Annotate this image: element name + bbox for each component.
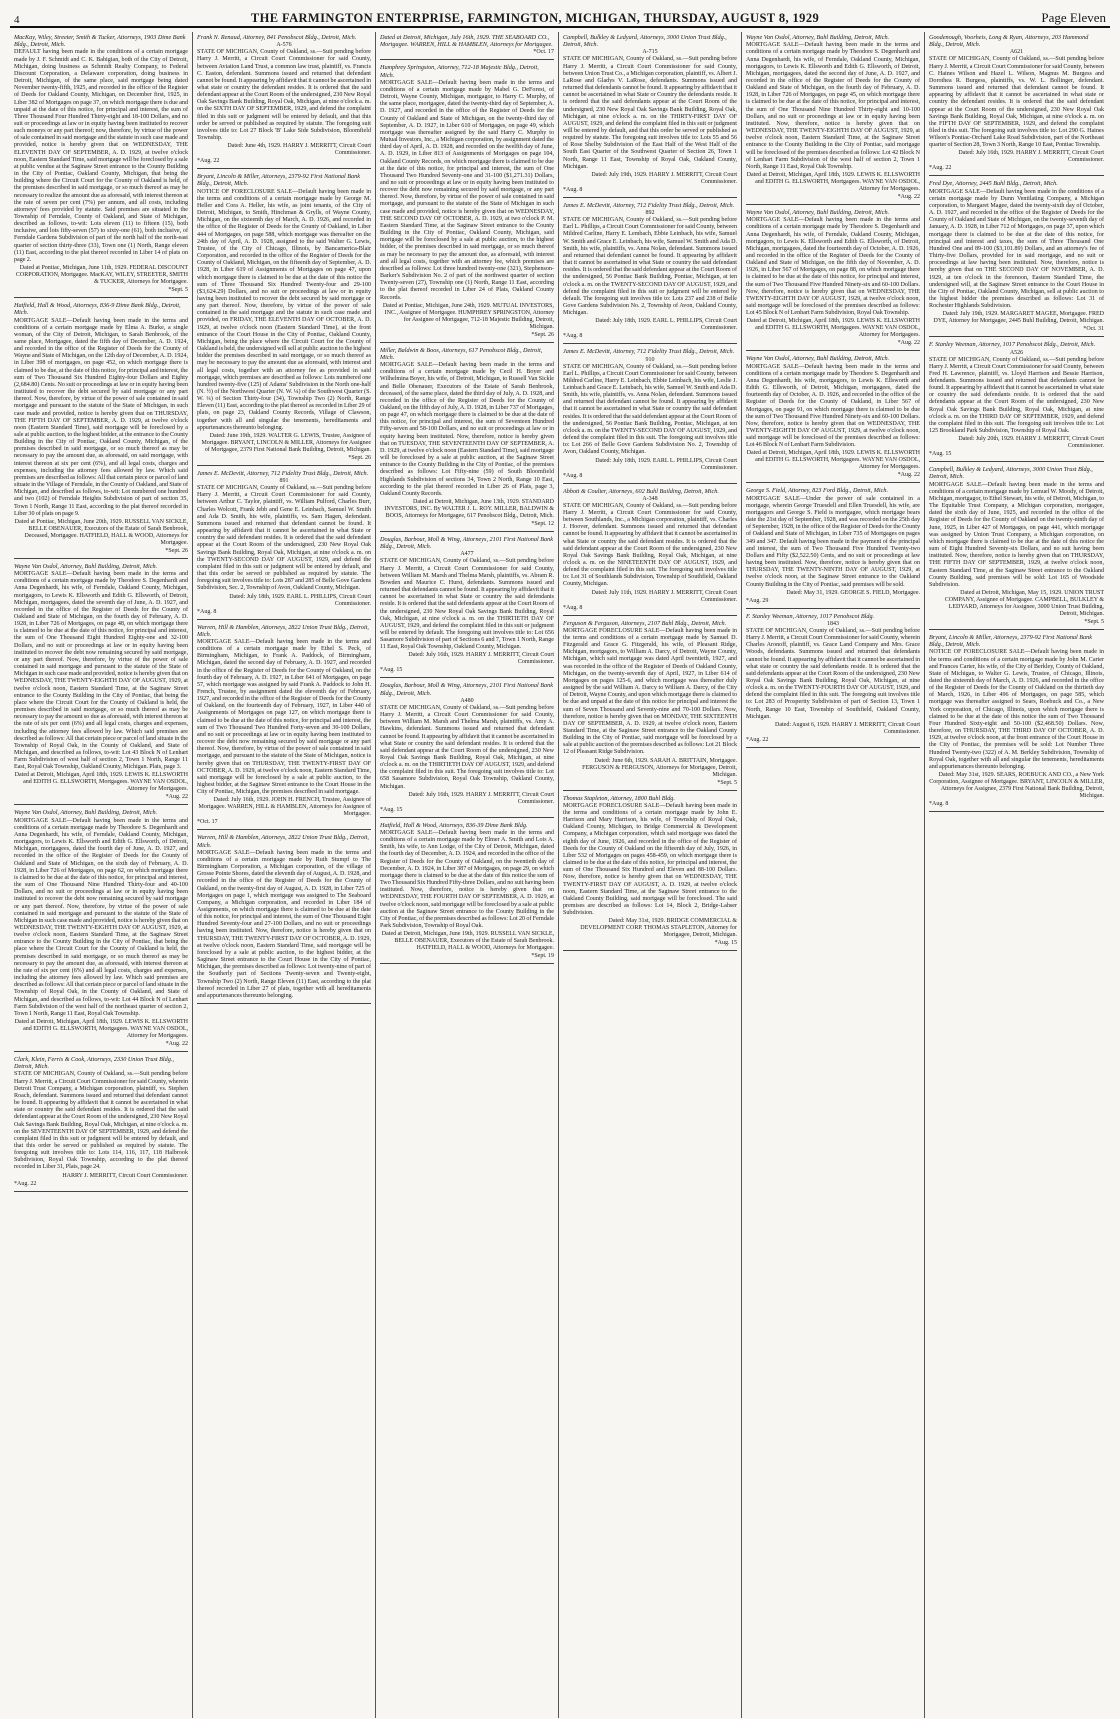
notice-body-text: MORTGAGE SALE—Default having been made in the terms and conditions of a certain mortgage made by Theodore S. Degenhardt and Anna Degenhardt, his wife, of Ferndale, Oakland County, Michigan, mortgagors, to Lewis K. Ellsworth and Edith G. Ellsworth, of Detroit, Michigan, mortgagees, dated the fourth day of June, A. D. 1927, and recorded in the office of the Register of Deeds for the County of Oakland and State of Michigan, on the sixth day of February, A. D. 1928, in Liber 726 of Mortgages, on page 62, on which mortgage there is claimed to be due at the date of this notice, for principal and interest, the sum of One Thousand Nine Hundred Thirty-four and 40-100 Dollars, and no suit or proceedings at law or in equity having been instituted to recover the debt now remaining secured by said mortgage or any part thereof. Now, therefore, by virtue of the power of sale contained in said mortgage and pursuant to the statute of the State of Michigan in such case made and provided, notice is hereby given that on WEDNESDAY, THE TWENTY-EIGHTH DAY OF AUGUST, 1929, at twelve o'clock noon, Eastern Standard Time, at the Saginaw Street entrance to the County Building in the City of Pontiac, that being the place where the Circuit Court for the County of Oakland is held, the premises described in said mortgage, or so much thereof as may be necessary to pay the amount due, as aforesaid, with interest thereon at the rate of six per cent (6%) and all legal costs, charges and expenses, including the attorney fees allowed by law. Which said premises are described as follows: All that certain piece or parcel of land situate in the Township of Royal Oak, in the County of Oakland, and State of Michigan, and described as follows, to-wit: Lot 44 Block N of Lenhart Farm Subdivision of the west half of the northeast quarter of section 2, Town 1 North, Range 11 East, Royal Oak Township.	[14, 817, 188, 1017]
notice-last-date-right: *Aug. 15	[714, 940, 737, 947]
legal-notice	[197, 468, 371, 620]
notice-signature: Dated: May 31, 1929. GEORGE S. FIELD, Mortgagee.	[786, 589, 920, 596]
notice-publication-dates	[197, 819, 371, 826]
legal-notice	[14, 807, 188, 1052]
legal-notice	[929, 464, 1104, 630]
legal-notice	[197, 622, 371, 831]
notice-last-date-right: *Sept. 19	[531, 953, 554, 960]
legal-notice	[563, 618, 737, 791]
notice-signature: Dated: July 18th, 1929. EARL L. PHILLIPS, Circuit Court Commissioner.	[595, 457, 737, 471]
notice-attorney-header: Warren, Hill & Hamblen, Attorneys, 2822 Union Trust Bldg., Detroit, Mich.	[197, 623, 369, 638]
notice-body-text: MORTGAGE SALE—Default having been made in the terms and conditions of a certain mortgage made by Theodore S. Degenhardt and Anna Degenhardt, his wife, of Ferndale, Oakland County, Michigan, mortgagors, to Lewis K. Ellsworth and Edith G. Ellsworth, of Detroit, Michigan, mortgagees, dated the fourteenth day of October, A. D. 1926, and recorded in the office of the Register of Deeds for the County of Oakland and State of Michigan, on the fifth day of November, A. D. 1926, in Liber 567 of Mortgages, on page 88, on which mortgage there is claimed to be due at the date of this notice, for principal and interest, the sum of Two Thousand Five Hundred Ninety-six and 60-100 Dollars. Now, therefore, notice is hereby given that on WEDNESDAY, THE TWENTY-EIGHTH DAY OF AUGUST, 1929, at twelve o'clock noon, said mortgage will be foreclosed of the premises described as follows: Lot 45 Block N of Lenhart Farm Subdivision, Royal Oak Township.	[746, 217, 920, 317]
notice-last-date-left: *Aug. 15	[380, 806, 403, 813]
notice-signature: Dated: June 6th, 1929. SARAH A. BRITTAIN, Mortgagee. FERGUSON & FERGUSON, Attorneys for Mortgagee, Detroit, Michigan.	[582, 757, 737, 778]
page-number-left: 4	[14, 14, 20, 26]
legal-notice	[380, 345, 554, 532]
notice-publication-dates	[563, 473, 737, 480]
notice-signature: Dated: July 18th, 1929. EARL L. PHILLIPS, Circuit Court Commissioner.	[595, 318, 737, 332]
notice-attorney-header: Wayne Van Osdol, Attorney, Buhl Building, Detroit, Mich.	[14, 562, 158, 570]
notice-last-date-right: *Sept. 5	[168, 287, 188, 294]
column-2	[193, 32, 376, 1718]
notice-last-date-left: *Aug. 22	[197, 158, 220, 165]
notice-body-text: MORTGAGE SALE—Default having been made in the terms and conditions of a certain mortgage made by Theodore S. Degenhardt and Anna Degenhardt, his wife, of Ferndale, Oakland County, Michigan, mortgagors, to Lewis K. Ellsworth and Edith G. Ellsworth, of Detroit, Michigan, mortgagees, dated the second day of June, A. D. 1927, and recorded in the office of the Register of Deeds for the County of Oakland and State of Michigan, on the fourth day of February, A. D. 1928, in Liber 726 of Mortgages, on page 45, on which mortgage there is claimed to be due at the date of this notice, for principal and interest, the sum of One Thousand Nine Hundred Thirty-eight and 10-100 Dollars, and no suit or proceedings at law or in equity having been instituted. Now, therefore, notice is hereby given that on WEDNESDAY, THE TWENTY-EIGHTH DAY OF AUGUST, 1929, at twelve o'clock noon, Eastern Standard Time, at the Saginaw Street entrance to the County Building in the City of Pontiac, said mortgage will be foreclosed of the premises described as follows: Lot 42 Block N of Lenhart Farm Subdivision of the west half of section 2, Town 1 North, Range 11 East, Royal Oak Township.	[746, 42, 920, 170]
notice-signature: Dated: July 19th, 1929. HARRY J. MERRITT, Circuit Court Commissioner.	[591, 171, 737, 185]
notice-body-text: STATE OF MICHIGAN, County of Oakland, ss.—Suit pending before Harry J. Merritt, a Circuit Court Commissioner for said County, between Southlands, Inc., a Michigan corporation, plaintiff, vs. Charles J. Hoover, defendant. Summons issued and returned that defendant cannot be found. It appearing by affidavit that it cannot be ascertained in what State or country the said defendant resides. It is ordered that the said defendant appear at the Court Room of the undersigned, 230 New Royal Oak Savings Bank Building, Royal Oak, Michigan, at nine o'clock a. m. on the NINETEENTH DAY OF AUGUST, 1929, and defend the complaint filed in this suit. The foregoing suit involves title to: Lot 31 of Southlands Subdivision, Township of Southfield, Oakland County, Michigan.	[563, 502, 737, 588]
notice-last-date-right: *Oct. 17	[533, 49, 554, 56]
notice-publication-dates	[929, 451, 1104, 458]
notice-last-date-left: *Aug. 29	[746, 597, 769, 604]
notice-body-text: MORTGAGE SALE—Default having been made in the terms and conditions of a certain mortgage made by Ruth Stumpf to The Birmingham Corporation, a Michigan corporation, of the village of Grosse Pointe Shores, dated the eleventh day of August, A. D. 1928, and recorded in the office of the Register of Deeds for the County of Oakland, on the twenty-first day of August, A. D. 1928, in Liber 725 of Mortgages on page 1, which mortgage was assigned to The Seaboard Company, a Michigan corporation, and recorded in Liber 184 of Assignments, on which mortgage there is claimed to be due at the date of this notice, for principal and interest, the sum of One Thousand Eight Hundred Seventy-four and 27-100 Dollars, and no suit or proceedings having been instituted. Now, therefore, notice is hereby given that on THURSDAY, THE TWENTY-FIRST DAY OF OCTOBER, A. D. 1929, at twelve o'clock noon, Eastern Standard Time, said mortgage will be foreclosed by a sale at public auction, to the highest bidder, at the Saginaw Street entrance to the Court House in the City of Pontiac, Michigan, the premises described as follows: Lot twenty-nine of part of the Southerly part of Sections Twenty-seven and Twenty-eight, Township Two (2) North, Range Eleven (11) East, according to the plat thereof recorded in Liber 27 of plats, together with all hereditaments and appurtenances thereunto belonging.	[197, 849, 371, 999]
notice-publication-dates	[380, 807, 554, 814]
notice-signature: Dated at Detroit, Michigan, April 18th, 1929. LEWIS K. ELLSWORTH and EDITH G. ELLSWORTH, Mortgagees. WAYNE VAN OSDOL, Attorney for Mortgagees.	[746, 318, 920, 339]
notice-last-date-left: *Aug. 8	[563, 472, 583, 479]
notice-publication-dates	[563, 940, 737, 947]
notice-publication-dates	[929, 165, 1104, 172]
notice-signature: Dated at Detroit, Michigan, June 19th, 1929. RUSSELL VAN SICKLE, BELLE OBENAUER, Executors of the Estate of Sarah Benbrook. HATFIELD, HALL & WOOD, Attorneys for Mortgagee.	[381, 931, 554, 952]
notice-attorney-header: Humphrey Springston, Attorney, 712-18 Majestic Bldg., Detroit, Mich.	[380, 64, 539, 79]
notice-attorney-header: Warren, Hill & Hamblen, Attorneys, 2822 Union Trust Bldg., Detroit, Mich.	[197, 834, 369, 849]
notice-attorney-header: Hatfield, Hall & Wood, Attorneys, 836-9 Dime Bank Bldg., Detroit, Mich.	[14, 302, 181, 317]
notice-last-date-left: *Aug. 15	[929, 451, 952, 458]
notice-attorney-header: Fred Dye, Attorney, 2445 Buhl Bldg., Detroit, Mich.	[929, 180, 1058, 188]
legal-notice	[929, 178, 1104, 337]
notice-case-number: A480	[460, 697, 474, 704]
legal-notice	[14, 561, 188, 806]
notice-last-date-left: *Aug. 22	[14, 1180, 37, 1187]
notice-body-text: STATE OF MICHIGAN, County of Oakland, ss.—Suit pending before Harry J. Merritt, a Circuit Court Commissioner for said County, between Union Trust Co., a Michigan corporation, plaintiff, vs. Albert J. LaRose and Gladys V. LaRose, defendants. Summons issued and returned that defendants cannot be found. It appearing by affidavit that it cannot be ascertained in what State or Country the defendants reside. It is ordered that the said defendants appear at the Court Room of the undersigned, 230 New Royal Oak Savings Bank Building, Royal Oak, Michigan, at nine o'clock a. m. on the THIRTY-FIRST DAY OF AUGUST, 1929, and defend the complaint filed in this suit or judgment will be entered by default, and that this order be served or published as required by statute. The foregoing suit involves title to: Lots 55 and 56 of Rose Shelby Subdivision of the East Half of the West Half of the South East Quarter of the Southwest Quarter of Section 26, Town 1 North, Range 11 East, Township of Royal Oak, Oakland County, Michigan.	[563, 56, 737, 170]
notice-last-date-left: *Aug. 8	[929, 801, 949, 808]
notice-body-text: NOTICE OF FORECLOSURE SALE—Default having been made in the terms and conditions of a certain mortgage made by George M. Heller and Cora A. Heller, his wife, as joint tenants, of the City of Detroit, Michigan, to Smith, Hinchman & Grylls, of Wayne County, Michigan, on the sixteenth day of March, A. D. 1926, and recorded in the office of the Register of Deeds for the County of Oakland, in Liber 444 of Mortgages, on page 588, which mortgage was thereafter on the 24th day of April, A. D. 1928, assigned to the said Walter G. Lewis, Trustee, of the City of Chicago, Illinois, by Bancamerica-Blair Corporation, and recorded in the office of the Register of Deeds for the County of Oakland, Michigan, on the fifteenth day of September, A. D. 1928, in Liber 619 of Assignments of Mortgages on page 47, upon which mortgage there is claimed to be due at the date of this notice the sum of Three Thousand Six Hundred Twenty-four and 29-100 ($3,624.29) Dollars, and no suit or proceedings at law or in equity having been instituted to recover the debt secured by said mortgage or any part thereof. Now, therefore, by virtue of the power of sale contained in the said mortgage and the statute in such case made and provided, on FRIDAY, THE ELEVENTH DAY OF OCTOBER, A. D. 1929, at twelve o'clock noon (Eastern Standard Time), at the front entrance of the Court House in the City of Pontiac, Oakland County, Michigan, being the place where the Circuit Court for the County of Oakland is held, the undersigned will sell at public auction to the highest bidder the premises described in said mortgage, or so much thereof as may be necessary to pay the amount due as aforesaid, with interest and all legal costs, together with an attorney fee as provided in said mortgage, which premises are described as follows: Lots numbered one hundred twenty-five (125) of Adams' Subdivision in the North one-half (N. ½) of the Northwest Quarter (N. W. ¼) of the Southwest Quarter (S. W. ¼) of Section Thirty-four (34), Township Two (2) North, Range Eleven (11) East, according to the plat thereof as recorded in Liber 29 of plats, on page 23, Oakland County Records, Village of Clawson, together with all and singular the tenements, hereditaments and appurtenances thereunto belonging.	[197, 188, 371, 431]
notice-signature: Dated at Pontiac, Michigan, June 24th, 1929. MUTUAL INVESTORS, INC., Assignee of Mortgagee. HUMPHREY SPRINGSTON, Attorney for Assignee of Mortgagee, 712-18 Majestic Building, Detroit, Michigan.	[382, 302, 554, 330]
notice-body-text: STATE OF MICHIGAN, County of Oakland, ss.—Suit pending before Harry J. Merritt, a Circuit Court Commissioner for said County, between Fred H. Lawrence, plaintiff, vs. Lloyd Harrison and Bessie Harrison, defendants. Summons issued and returned that defendants cannot be found. It appearing by affidavit that it cannot be ascertained in what state or country the said defendants reside. It is ordered that the said defendants appear at the Court Room of the undersigned, 230 New Royal Oak Savings Bank Building, Royal Oak, Michigan, at nine o'clock a. m. on the THIRD DAY OF SEPTEMBER, 1929, and defend the complaint filed in this suit. The foregoing suit involves title to: Lot 125 Brookland Park Subdivision, Township of Royal Oak.	[929, 356, 1104, 435]
legal-notice	[563, 32, 737, 198]
notice-case-number: A-348	[642, 495, 658, 502]
notice-body-text: STATE OF MICHIGAN, County of Oakland, ss.—Suit pending before Earl L. Phillips, a Circuit Court Commissioner for said County, between Mildred Carline, Harry E. Leinbach, Ebbie Leinbach, his wife, Leslie J. Leinbach and Grace E. Leinbach, his wife, Samuel W. Smith and Ada D. Smith, his wife, plaintiffs, vs. Anna Nolan, defendant. Summons issued and returned that defendant cannot be found. It appearing by affidavit that it cannot be ascertained in what State or country the said defendant resides. It is ordered that the said defendant appear at the Court Room of the undersigned, 56 Pontiac Bank Building, Pontiac, Michigan, at ten o'clock a. m. on the TWENTY-SECOND DAY OF AUGUST, 1929, and defend the complaint filed in this suit. The foregoing suit involves title to: Lot 266 of Belle Gove Gardens Subdivision No. 2, Township of Avon, Oakland County, Michigan.	[563, 363, 737, 456]
legal-notice	[929, 632, 1104, 812]
notice-signature: Dated: July 11th, 1929. HARRY J. MERRITT, Circuit Court Commissioner.	[591, 589, 737, 603]
legal-notice	[746, 207, 920, 351]
notice-body-text: MORTGAGE SALE—Default having been made in the terms and conditions of a certain mortgage made by Cecil H. Boyer and Wilhelmina Boyer, his wife, of Detroit, Michigan, to Russell Van Sickle and Belle Obenauer, Executors of the Estate of Sarah Benbrook, deceased, of the same place, dated the third day of July, A. D. 1928, and recorded in the office of the Register of Deeds for the County of Oakland, on the fifth day of July, A. D. 1928, in Liber 737 of Mortgages, on page 47, on which mortgage there is claimed to be due at the date of this notice, for principal and interest, the sum of Seventeen Hundred Fifty-seven and 58-100 Dollars, and no suit or proceedings at law or in equity having been instituted. Now, therefore, notice is hereby given that on TUESDAY, THE SEVENTEENTH DAY OF SEPTEMBER, A. D. 1929, at twelve o'clock noon (Eastern Standard Time), said mortgage will be foreclosed by a sale at public auction, at the Saginaw Street entrance to the County Building in the City of Pontiac, of the premises described as follows: Lot Fifty-nine (59) of South Bloomfield Highlands Subdivision of sections 34, Town 2 North, Range 10 East, according to the plat thereof recorded in Liber 26 of Plats, page 3, Oakland County Records.	[380, 362, 554, 497]
notice-body-text: MORTGAGE SALE—Default having been made in the terms and conditions of a certain mortgage made by Lemuel W. Moody, of Detroit, Michigan, mortgagor, to Ethel Stewart, his wife, of Detroit, Michigan, to The Equitable Trust Company, a Michigan corporation, mortgagee, dated the sixth day of June, 1925, and recorded in the office of the Register of Deeds for the County of Oakland on the twenty-ninth day of June, 1925, in Liber 427 of Mortgages, on page 441, which mortgage was assigned by Union Trust Company, a Michigan corporation, on which mortgage there is claimed to be due at the date of this notice the sum of Eight Hundred Seventy-six Dollars, and no suit having been instituted. Now, therefore, notice is hereby given that on THURSDAY, THE FIFTH DAY OF SEPTEMBER, 1929, at twelve o'clock noon, Eastern Standard Time, at the Saginaw Street entrance to the Oakland County Building, said premises will be sold: Lot 165 of Woodside Subdivision.	[929, 481, 1104, 588]
notice-publication-dates	[563, 333, 737, 340]
notice-signature: Dated: July 20th, 1929. HARRY J. MERRITT, Circuit Court Commissioner.	[958, 436, 1104, 450]
notice-last-date-right: *Aug. 22	[165, 794, 188, 801]
notice-last-date-left: *Aug. 22	[746, 736, 769, 743]
column-3	[376, 32, 559, 1718]
notice-case-number: A-715	[642, 49, 658, 56]
notice-last-date-right: *Aug. 22	[165, 1041, 188, 1048]
notice-last-date-right: *Aug. 22	[897, 194, 920, 201]
notice-body-text: NOTICE OF FORECLOSURE SALE—Default having been made in the terms and conditions of a certain mortgage made by John M. Carter and Frances Carter, his wife, of the City of Berkley, County of Oakland, State of Michigan, to Walter G. Lewis, Trustee, of Chicago, Illinois, dated the sixteenth day of March, A. D. 1926, and recorded in the office of the Register of Deeds for the County of Oakland on the thirtieth day of March, 1926, in Liber 496 of Mortgages, on page 585, which mortgage was thereafter assigned to Sears, Roebuck and Co., a New York corporation, of Chicago, Illinois, upon which mortgage there is claimed to be due at the date of this notice the sum of Two Thousand Four Hundred Sixty-eight and 50-100 ($2,468.50) Dollars. Now, therefore, on THURSDAY, THE THIRD DAY OF OCTOBER, A. D. 1929, at twelve o'clock noon, at the front entrance of the Court House in the City of Pontiac, the premises will be sold: Lot Number Three Hundred Twenty-two (322) of A. M. Berkley Subdivision, Township of Royal Oak, together with all and singular the tenements, hereditaments and appurtenances thereunto belonging.	[929, 649, 1104, 770]
notice-last-date-left: *Aug. 22	[929, 165, 952, 172]
notice-body-text: STATE OF MICHIGAN, County of Oakland, ss.—Suit pending before Harry J. Merritt, a Circuit Court Commissioner for said County, wherein Detroit Trust Company, a Michigan corporation, plaintiff, vs. Stephen Roach, defendant. Summons issued and returned that defendant cannot be found. It appearing by affidavit that it cannot be ascertained in what state or country the said defendant resides. It is ordered that the said defendant appear at the Court Room of the undersigned, 230 New Royal Oak Savings Bank Building, Royal Oak, Michigan, at nine o'clock a. m. on the SEVENTEENTH DAY OF SEPTEMBER, 1929, and defend the complaint filed in this suit or judgment will be entered by default, and that this order be served or published as required by statute. The foregoing suit involves title to: Lots 114, 116, 117, 118 Halbrook Subdivision, Royal Oak Township, according to the plat thereof recorded in Liber 31, Plats, page 24.	[14, 1071, 188, 1171]
notice-last-date-right: *Sept. 12	[531, 521, 554, 528]
notice-publication-dates	[197, 158, 371, 165]
notice-publication-dates	[563, 605, 737, 612]
notice-attorney-header: Ferguson & Ferguson, Attorneys, 2107 Buhl Bldg., Detroit, Mich.	[563, 619, 727, 627]
notice-body-text: MORTGAGE FORECLOSURE SALE—Default having been made in the terms and conditions of a certain mortgage made by Samuel D. Fitzgerald and Grace G. Fitzgerald, his wife, of Pleasant Ridge, Michigan, mortgagors, to William A. Darcy, of Detroit, Wayne County, Michigan, which said mortgage was dated April twentieth, 1927, and was recorded in the office of the Register of Deeds of Oakland County, Michigan, on the twenty-seventh day of April, 1927, in Liber 614 of Mortgages on pages 125-6, and which mortgage was thereafter duly assigned by the said William A. Darcy to William A. Darcy, of the City of Detroit, Wayne County, and upon which mortgage there is claimed to be due and unpaid at the date of this notice for principal and interest the sum of Seven Thousand and Seventy-nine and 70-100 Dollars. Now, therefore, notice is hereby given that on MONDAY, THE SIXTEENTH DAY OF SEPTEMBER, A. D. 1929, at twelve o'clock noon, Eastern Standard Time, at the Saginaw Street entrance to the Oakland County Building in the City of Pontiac, said mortgage will be foreclosed by a sale at public auction of the premises described as follows: Lot 21 Block 12 of Pleasant Ridge Subdivision.	[563, 627, 737, 756]
notice-attorney-header: James E. McDevitt, Attorney, 712 Fidelity Trust Bldg., Detroit, Mich.	[197, 469, 369, 477]
legal-notice	[746, 611, 920, 748]
notice-attorney-header: Bryant, Lincoln & Miller, Attorneys, 2379-92 First National Bank Bldg., Detroit, Mich.	[929, 633, 1092, 649]
notice-body-text: MORTGAGE SALE—Default having been made in the terms and conditions of a certain mortgage made by Elmer A. Smith and Lois A. Smith, his wife, to Ann Lodge, of the City of Detroit, Michigan, dated the fourth day of December, A. D. 1924, and recorded in the office of the Register of Deeds for the County of Oakland, on the twentieth day of December, A. D. 1924, in Liber 387 of Mortgages, on page 29, on which mortgage there is claimed to be due at the date of this notice the sum of Two Thousand Six Hundred Fifty-three Dollars, and no suit having been instituted. Now, therefore, notice is hereby given that on WEDNESDAY, THE FOURTH DAY OF SEPTEMBER, A. D. 1929, at twelve o'clock noon, said mortgage will be foreclosed by a sale at public auction at the Saginaw Street entrance to the County Building in the City of Pontiac, of the premises described as follows: Lot 20 of Ferndale Park Subdivision, Township of Royal Oak.	[380, 829, 554, 929]
notice-publication-dates	[563, 187, 737, 194]
legal-notice	[563, 200, 737, 344]
notice-last-date-right: *Aug. 22	[897, 472, 920, 479]
notice-case-number: A-576	[276, 42, 292, 49]
legal-notice	[380, 680, 554, 817]
notice-case-number: A621	[1009, 49, 1024, 56]
notice-publication-dates	[380, 49, 554, 56]
notice-publication-dates	[380, 953, 554, 960]
notice-attorney-header: Miller, Baldwin & Boos, Attorneys, 617 Penobscot Bldg., Detroit, Mich.	[380, 346, 543, 361]
notice-attorney-header: Douglas, Barbour, Moll & Wing, Attorneys, 2101 First National Bank Bldg., Detroit, Mich.	[380, 682, 553, 697]
notice-attorney-header: Wayne Van Osdol, Attorney, Buhl Building, Detroit, Mich.	[746, 209, 890, 217]
notice-body-text: STATE OF MICHIGAN, County of Oakland, ss.—Suit pending before Harry J. Merritt, a Circuit Court Commissioner for said County, between William M. Marsh and Thelma Marsh, plaintiffs, vs. Abram R. Bowden and Maurice C. Hurst, defendants. Summons issued and returned that defendants cannot be found. It appearing by affidavit that it cannot be ascertained in what State or country the said defendants reside. It is ordered that the said defendants appear at the Court Room of the undersigned, 230 New Royal Oak Savings Bank Building, Royal Oak, Michigan, at nine o'clock a. m. on the THIRTIETH DAY OF AUGUST, 1929, and defend the complaint filed in this suit or judgment will be entered by default. The foregoing suit involves title to: Lot 656 Sasamore Subdivision of part of Sections 6 and 7, Town 1 North, Range 11 East, Royal Oak Township, Oakland County, Michigan.	[380, 558, 554, 651]
legal-notice	[14, 300, 188, 559]
notice-publication-dates	[746, 472, 920, 479]
notice-attorney-header: Campbell, Bulkley & Ledyard, Attorneys, 3000 Union Trust Bldg., Detroit, Mich.	[563, 34, 727, 49]
notice-last-date-left: *Aug. 8	[197, 608, 217, 615]
notice-attorney-header: Frank N. Renaud, Attorney, 841 Penobscot Bldg., Detroit, Mich.	[197, 34, 357, 41]
notice-signature: Dated: July 16th, 1929. JOHN H. FRENCH, Trustee, Assignee of Mortgagee. WARREN, HILL & HAMBLEN, Attorneys for Assignee of Mortgagee.	[198, 797, 371, 818]
legal-notice	[380, 534, 554, 678]
notice-signature: Dated: July 16th, 1929. HARRY J. MERRITT, Circuit Court Commissioner.	[408, 791, 554, 805]
legal-notice-columns	[10, 32, 1110, 1718]
notice-attorney-header: Wayne Van Osdol, Attorney, Buhl Building, Detroit, Mich.	[14, 809, 158, 817]
notice-last-date-left: *Aug. 8	[563, 186, 583, 193]
notice-signature: HARRY J. MERRITT, Circuit Court Commissioner.	[62, 1172, 188, 1179]
notice-last-date-right: *Sept. 26	[531, 331, 554, 338]
notice-body-text: MORTGAGE SALE—Default having been made in the terms and conditions of a certain mortgage made by Theodore S. Degenhardt and Anna Degenhardt, his wife, mortgagors, to Lewis K. Ellsworth and Edith G. Ellsworth, of Detroit, Michigan, mortgagees, dated the fourteenth day of October, A. D. 1926, and recorded in the office of the Register of Deeds for the County of Oakland, in Liber 567 of Mortgages, on page 91, on which mortgage there is claimed to be due the sum of Two Thousand Five Hundred Ninety-six and 60-100 Dollars. Now, therefore, notice is hereby given that on WEDNESDAY, THE TWENTY-EIGHTH DAY OF AUGUST, 1929, at twelve o'clock noon, said mortgage will be foreclosed of the premises described as follows: Lot 46 Block N of Lenhart Farm Subdivision.	[746, 363, 920, 449]
legal-notice	[746, 485, 920, 608]
notice-attorney-header: Douglas, Barbour, Moll & Wing, Attorneys, 2101 First National Bank Bldg., Detroit, Mich.	[380, 536, 553, 551]
notice-signature: Dated at Detroit, Michigan, April 18th, 1929. LEWIS K. ELLSWORTH and EDITH G. ELLSWORTH, Mortgagees. WAYNE VAN OSDOL, Attorney for Mortgagees.	[14, 772, 188, 793]
legal-notice	[746, 32, 920, 205]
notice-attorney-header: Goodenough, Voorheis, Long & Ryan, Attorneys, 203 Hammond Bldg., Detroit, Mich.	[929, 34, 1089, 49]
notice-signature: Dated at Pontiac, Michigan, June 20th, 1929. RUSSELL VAN SICKLE, BELLE OBENAUER, Executors of the Estate of Sarah Benbrook, Deceased, Mortgagee. HATFIELD, HALL & WOOD, Attorneys for Mortgagee.	[14, 518, 188, 546]
notice-signature: Dated at Detroit, Michigan, April 18th, 1929. LEWIS K. ELLSWORTH and EDITH G. ELLSWORTH, Mortgagees. WAYNE VAN OSDOL, Attorney for Mortgagees.	[746, 450, 920, 471]
page-number-right: Page Eleven	[1041, 10, 1106, 25]
notice-body-text: MORTGAGE FORECLOSURE SALE—Default having been made in the terms and conditions of a certain mortgage made by John E. Harrison and Mary Harrison, his wife, of Township of Royal Oak, Oakland County, Michigan, to Bridge Commercial & Development Company, a Michigan corporation, which said mortgage was dated the eighth day of June, 1926, and recorded in the office of the Register of Deeds for the County of Oakland on the fifteenth day of July, 1926, in Liber 532 of Mortgages on pages 458-459, on which mortgage there is claimed to be due at the date of this notice, for principal and interest, the sum of One Thousand Six Hundred and Eleven and 88-100 Dollars. Now, therefore, notice is hereby given that on WEDNESDAY, THE TWENTY-FIRST DAY OF AUGUST, A. D. 1929, at twelve o'clock noon, Eastern Standard Time, at the Saginaw Street entrance to the Oakland County Building, said mortgage will be foreclosed. The said premises are described as follows: Lot 14, Block 2, Bridge-Lahser Subdivision.	[563, 802, 737, 917]
legal-notice	[929, 32, 1104, 176]
notice-case-number: 910	[645, 356, 655, 363]
legal-notice	[197, 32, 371, 169]
notice-signature: Dated at Detroit, Michigan, May 15, 1929. UNION TRUST COMPANY, Assignee of Mortgagee. CAMPBELL, BULKLEY & LEDYARD, Attorneys for Assignee, 3000 Union Trust Building, Detroit, Michigan.	[944, 589, 1104, 617]
column-5	[742, 32, 925, 1718]
notice-attorney-header: Abbott & Coulter, Attorneys, 602 Buhl Building, Detroit, Mich.	[563, 487, 719, 495]
notice-body-text: MORTGAGE SALE—Under the power of sale contained in a mortgage, wherein George Truesdell and Ellen Truesdell, his wife, are mortgagors and George S. Field is mortgagee, which mortgage bears date the 21st day of September, 1928, and was recorded on the 25th day of September, 1928, in the office of the Register of Deeds for the County of Oakland and State of Michigan, in Liber 735 of Mortgages on pages 349 and 347. Default having been made in the payment of the principal and interest, the sum of Two Thousand Five Hundred Twenty-two Dollars and Fifty ($2,522.50) Cents, and no suit or proceedings at law having been instituted. Now, therefore, notice is hereby given that on THURSDAY, THE TWENTY-NINTH DAY OF AUGUST, 1929, at twelve o'clock noon, at the Saginaw Street entrance to the Oakland County Building in the City of Pontiac, said premises will be sold.	[746, 495, 920, 588]
notice-signature: Dated at Pontiac, Michigan, June 11th, 1929. FEDERAL DISCOUNT CORPORATION, Mortgagee. MacKAY, WILEY, STREETER, SMITH & TUCKER, Attorneys for Mortgagee.	[15, 265, 188, 286]
notice-last-date-right: *Sept. 26	[348, 454, 371, 461]
notice-last-date-left: *Aug. 8	[563, 333, 583, 340]
notice-case-number: A477	[460, 551, 474, 558]
notice-publication-dates	[14, 287, 188, 294]
notice-publication-dates	[14, 548, 188, 555]
legal-notice	[197, 171, 371, 466]
notice-last-date-right: *Sept. 5	[717, 779, 737, 786]
notice-body-text: STATE OF MICHIGAN, County of Oakland, ss.—Suit pending before Harry J. Merritt, a Circuit Court Commissioner for said County, between Arthur C. Taylor, plaintiff, vs. William Pulford, Charles Burr, Charles Wolcott, Frank Jebb and Gene E. Leinbach, Samuel W. Smith and Ada D. Smith, his wife, plaintiffs, vs. Sam Hagen, defendant. Summons issued and returned that defendant cannot be found. It appearing by affidavit that it cannot be ascertained in what State or country the said defendant resides. It is ordered that the said defendant appear at the Court Room of the undersigned, 230 New Royal Oak Savings Bank Building, Royal Oak, Michigan, at nine o'clock a. m. on the TWENTY-SECOND DAY OF AUGUST, 1929, and defend the complaint filed in this suit or judgment will be entered by default, and that this order be served or published as required by statute. The foregoing suit involves title to: Lots 287 and 285 of Belle Gove Gardens Subdivision, Sec. 2, Township of Avon, Oakland County, Michigan.	[197, 485, 371, 592]
notice-publication-dates	[14, 1181, 188, 1188]
notice-signature: Dated at Detroit, Michigan, June 13th, 1929. STANDARD INVESTORS, INC. By WALTER J. L. ROY. MILLER, BALDWIN & BOOS, Attorneys for Mortgagee, 617 Penobscot Bldg., Detroit, Mich.	[384, 499, 554, 520]
legal-notice	[563, 486, 737, 616]
legal-notice	[746, 353, 920, 483]
notice-publication-dates	[746, 194, 920, 201]
notice-signature: Dated: August 6, 1929. HARRY J. MERRITT, Circuit Court Commissioner.	[775, 721, 920, 735]
notice-signature: Dated: June 4th, 1929. HARRY J. MERRITT, Circuit Court Commissioner.	[227, 143, 371, 157]
notice-body-text: STATE OF MICHIGAN, County of Oakland, ss.—Suit pending before Earl L. Phillips, a Circuit Court Commissioner for said County, between Mildred Carline, Harry E. Lembach, Ebbie Leinbach, his wife, Samuel W. Smith and Grace E. Leinbach, his wife, Samuel W. Smith and Ada D. Smith, his wife, plaintiffs, vs. Anna Nolan, defendant. Summons issued and returned that defendant cannot be found. It appearing by affidavit that it cannot be ascertained in what State or country the said defendant resides. It is ordered that the said defendant appear at the Court Room of the undersigned, 56 Pontiac Bank Building, Pontiac, Michigan, at ten o'clock a. m. on the TWENTY-SECOND DAY OF AUGUST, 1929, and defend the complaint filed in this suit or judgment will be entered by default. The foregoing suit involves title to: Lots 237 and 238 of Belle Gove Gardens Subdivision No. 2, Township of Avon, Oakland County, Michigan.	[563, 217, 737, 317]
legal-notice	[14, 32, 188, 298]
notice-case-number: 891	[279, 478, 289, 485]
notice-last-date-left: *Aug. 8	[563, 604, 583, 611]
notice-publication-dates	[380, 332, 554, 339]
notice-case-number: A526	[1009, 349, 1024, 356]
notice-last-date-left: *Oct. 17	[197, 819, 218, 826]
notice-last-date-right: *Sept. 5	[1084, 618, 1104, 625]
notice-attorney-header: Thomas Stapleton, Attorney, 1800 Buhl Bldg.	[563, 794, 675, 802]
notice-attorney-header: Campbell, Bulkley & Ledyard, Attorneys, 3000 Union Trust Bldg., Detroit, Mich.	[929, 466, 1093, 481]
notice-publication-dates	[746, 598, 920, 605]
notice-body-text: DEFAULT having been made in the conditions of a certain mortgage made by J. F. Schmidt and C. K. Babigian, both of the City of Detroit, Michigan, doing business as Schmidt Realty Company, to Federal Discount Corporation, a Delaware corporation, doing business in Detroit, Michigan, of the same place, said mortgage being dated November twenty-fifth, 1925, and recorded in the office of the Register of Deeds for Oakland County, Michigan, on December first, 1925, in Liber 382 of Mortgages on page 37, on which mortgage there is due and unpaid at the date of this notice, for principal and interest, the sum of Three Thousand Four Hundred Thirty-eight and 18-100 Dollars, and no suit or proceedings at law or in equity having been instituted to recover such moneys or any part thereof; now, therefore, by virtue of the power of sale contained in said mortgage and the statute in such case made and provided, notice is hereby given that on WEDNESDAY, THE ELEVENTH DAY OF SEPTEMBER, A. D. 1929, at twelve o'clock noon, Eastern Standard Time, said mortgage will be foreclosed by a sale at public vendue at the Saginaw Street entrance to the County Building in the City of Pontiac, Oakland County, Michigan, that being the building where the Circuit Court for the County of Oakland is held, of the premises described in said mortgage, or so much thereof as may be necessary to realize the amount due as aforesaid, with interest thereon at the rate of seven per cent (7%) per annum, and all costs, including attorneys' fees provided by statute. Said premises are situated in the Township of Ferndale, County of Oakland, and State of Michigan, described as follows, to-wit: Lots eleven (11) to fifteen (15), both inclusive, and lots fifty-seven (57) to sixty-one (61), both inclusive, of Ferndale Gardens Subdivision of part of the north half of the north-east quarter of section thirty-three (33), Town one (1) North, Range eleven (11) East, according to the plat thereof recorded in Liber 14 of plats on page 2.	[14, 49, 188, 263]
notice-attorney-header: George S. Field, Attorney, 823 Ford Bldg., Detroit, Mich.	[746, 487, 889, 495]
column-4	[559, 32, 742, 1718]
column-1	[10, 32, 193, 1718]
notice-body-text: MORTGAGE SALE—Default having been made in the terms and conditions of a certain mortgage made by Ethel S. Peck, of Birmingham, Michigan, to Frank A. Paddock, of Birmingham, Michigan, dated the second day of February, A. D. 1927, and recorded in the office of the Register of Deeds for the County of Oakland, on the fourth day of February, A. D. 1927, in Liber 641 of Mortgages, on page 57, which mortgage was assigned by said Frank A. Paddock to John H. French, Trustee, by assignment dated the eleventh day of February, 1927, and recorded in the office of the Register of Deeds for the County of Oakland, on the fourteenth day of February, 1927, in Liber 440 of Assignments of Mortgages on page 127, on which mortgage there is claimed to be due at the date of this notice, for principal and interest, the sum of Two Thousand Two Hundred Forty-seven and 30-100 Dollars, and no suit or proceedings at law or in equity having been instituted to recover the debt now remaining secured by said mortgage or any part thereof. Now, therefore, by virtue of the power of sale contained in said mortgage, and pursuant to the statute of the State of Michigan, notice is hereby given that on THURSDAY, THE TWENTY-FIRST DAY OF OCTOBER, A. D. 1929, at twelve o'clock noon, Eastern Standard Time, said mortgage will be foreclosed by a sale at public auction, to the highest bidder, at the Saginaw Street entrance to the Court House in the City of Pontiac, Michigan, the premises described in said mortgage.	[197, 638, 371, 796]
column-6	[925, 32, 1108, 1718]
notice-signature: Dated: July 16th, 1929. HARRY J. MERRITT, Circuit Court Commissioner.	[408, 652, 554, 666]
legal-notice	[14, 1054, 188, 1192]
newspaper-title: THE FARMINGTON ENTERPRISE, FARMINGTON, MICHIGAN, THURSDAY, AUGUST 8, 1929	[250, 11, 820, 25]
notice-body-text: STATE OF MICHIGAN, County of Oakland, ss.—Suit pending before Harry J. Merritt, a Circuit Court Commissioner for said County, between C. Haines Wilson and Hazel L. Wilson, Magnus M. Burgess and Dorothea R. Burgess, plaintiffs, vs. W. L. Bollinger, defendant. Summons issued and returned that defendant cannot be found. It appearing by affidavit that it cannot be ascertained in what state or country the defendant resides. It is ordered that the said defendant appear at the Court Room of the undersigned, 230 New Royal Oak Savings Bank Building, Royal Oak, Michigan, at nine o'clock a. m. on the FIFTH DAY OF SEPTEMBER, 1929, and defend the complaint filed in this suit. The foregoing suit involves title to: Lot 290 G. Haines Wilson's Pontiac-Orchard Lake Road Subdivision, part of the Northeast quarter of Section 28, Town 3 North, Range 10 East, Pontiac Township.	[929, 56, 1104, 149]
notice-last-date-left: *Aug. 15	[380, 667, 403, 674]
masthead	[10, 4, 1110, 28]
notice-publication-dates	[929, 619, 1104, 626]
notice-attorney-header: Wayne Van Osdol, Attorney, Buhl Building, Detroit, Mich.	[746, 355, 890, 363]
notice-publication-dates	[929, 326, 1104, 333]
notice-publication-dates	[14, 1041, 188, 1048]
notice-body-text: STATE OF MICHIGAN, County of Oakland, ss.—Suit pending before Harry J. Merritt, a Circuit Court Commissioner for said County, between William M. Marsh and Thelma Marsh, plaintiffs, vs. Amy A. Hawkins, defendant. Summons issued and returned that defendant cannot be found. It appearing by affidavit that it cannot be ascertained in what State or country the said defendant resides. It is ordered that the said defendant appear at the Court Room of the undersigned, 230 New Royal Oak Savings Bank Building, Royal Oak, Michigan, at nine o'clock a. m. on the THIRTIETH DAY OF AUGUST, 1929, and defend the complaint filed in this suit. The foregoing suit involves title to: Lot 658 Sasamore Subdivision, Royal Oak Township, Oakland County, Michigan.	[380, 704, 554, 790]
legal-notice	[563, 793, 737, 952]
notice-attorney-header: James E. McDevitt, Attorney, 712 Fidelity Trust Bldg., Detroit, Mich.	[563, 201, 735, 209]
notice-signature: Dated at Detroit, Michigan, April 18th, 1929. LEWIS K. ELLSWORTH and EDITH G. ELLSWORTH, Mortgagees. WAYNE VAN OSDOL, Attorney for Mortgagees.	[746, 172, 920, 193]
notice-attorney-header: MacKay, Wiley, Streeter, Smith & Tucker, Attorneys, 1903 Dime Bank Bldg., Detroit, Mich.	[14, 34, 186, 49]
notice-signature: Dated at Detroit, Michigan, April 18th, 1929. LEWIS K. ELLSWORTH and EDITH G. ELLSWORTH, Mortgagees. WAYNE VAN OSDOL, Attorney for Mortgagees.	[14, 1019, 188, 1040]
notice-last-date-right: *Oct. 31	[1083, 326, 1104, 333]
notice-publication-dates	[197, 455, 371, 462]
legal-notice	[380, 62, 554, 342]
notice-attorney-header: Dated at Detroit, Michigan, July 16th, 1929. THE SEABOARD CO., Mortgagee. WARREN, HILL & HAMBLEN, Attorneys for Mortgagee.	[380, 34, 553, 49]
legal-notice	[197, 832, 371, 1004]
notice-last-date-right: *Aug. 22	[897, 340, 920, 347]
notice-attorney-header: F. Stanley Weeman, Attorney, 1017 Penobscot Bldg.	[746, 612, 875, 620]
notice-publication-dates	[380, 521, 554, 528]
notice-signature: Dated: June 19th, 1929. WALTER G. LEWIS, Trustee, Assignee of Mortgagee. BRYANT, LINCOLN & MILLER, Attorneys for Assignee of Mortgagee, 2379 First National Bank Building, Detroit, Michigan.	[201, 432, 371, 453]
notice-signature: Dated: May 31st, 1929. BRIDGE COMMERCIAL & DEVELOPMENT CORP. THOMAS STAPLETON, Attorney for Mortgagee, Detroit, Michigan.	[580, 918, 737, 939]
notice-body-text: MORTGAGE SALE—Default having been made in the conditions of a certain mortgage made by Dunn Ventilating Company, a Michigan corporation, to Margaret Magee, dated the twenty-sixth day of October, A. D. 1927, and recorded in the office of the Register of Deeds for the County of Oakland and State of Michigan, on the twenty-seventh day of January, A. D. 1928, in Liber 712 of Mortgages, on page 37, upon which mortgage there is claimed to be due at the date of this notice, for principal and interest and taxes, the sum of Three Thousand One Hundred One and 89-100 ($3,101.89) Dollars, and an attorney's fee of Thirty-five Dollars, provided for in said mortgage, and no suit or proceedings at law having been instituted. Now, therefore, notice is hereby given that on THE SECOND DAY OF NOVEMBER, A. D. 1929, at ten o'clock in the forenoon, Eastern Standard Time, the undersigned will, at the Saginaw Street entrance to the Court House in the City of Pontiac, Oakland County, Michigan, sell at public auction to the highest bidder the premises described as follows: Lot 31 of Rochester Highlands Subdivision.	[929, 188, 1104, 310]
notice-attorney-header: Bryant, Lincoln & Miller, Attorneys, 2379-92 First National Bank Bldg., Detroit, Mich.	[197, 173, 360, 188]
notice-publication-dates	[380, 667, 554, 674]
legal-notice	[380, 820, 554, 964]
notice-signature: Dated: July 16th, 1929. HARRY J. MERRITT, Circuit Court Commissioner.	[958, 150, 1104, 164]
notice-publication-dates	[197, 609, 371, 616]
notice-body-text: MORTGAGE SALE—Default having been made in the terms and conditions of a certain mortgage made by Mabel G. DeForest, of Detroit, Wayne County, Michigan, mortgagor, to Harry C. Murphy, of the same place, mortgagee, dated the twenty-third day of September, A. D. 1927, and recorded in the office of the Register of Deeds for the County of Oakland and State of Michigan, on the twenty-third day of September, A. D. 1927, in Liber 610 of Mortgages, on page 49, which mortgage was thereafter assigned by the said Harry C. Murphy to Mutual Investors, Inc., a Michigan corporation, by assignment dated the third day of April, A. D. 1928, and recorded on the twelfth day of June, A. D. 1929, in Liber 813 of Assignments of Mortgages on page 104, Oakland County Records, on which mortgage there is claimed to be due at the date of this notice, for principal and interest, the sum of One Thousand Two Hundred Seventy-one and 31-100 ($1,271.31) Dollars, and no suit or proceedings at law or in equity having been instituted to recover the debt now remaining secured by said mortgage, or any part thereof. Now, therefore, by virtue of the power of sale contained in said mortgage, and pursuant to the statute of the State of Michigan in such case made and provided, notice is hereby given that on WEDNESDAY, THE SECOND DAY OF OCTOBER, A. D. 1929, at two o'clock P. M. Eastern Standard Time, at the Saginaw Street entrance to the County Building in the City of Pontiac, Oakland County, Michigan, said mortgage will be foreclosed by a sale at public auction, to the highest bidder, of the premises described in said mortgage, or so much thereof as may be necessary to pay the amount due, as aforesaid, with interest and all legal costs, together with an attorney fee, which premises are described as follows: Lot three hundred twenty-one (321), Stephenson-Barker's Subdivision No. 2 of part of the northwest quarter of section Twenty-seven (27), Township one (1) North, Range 11 East, according to the plat thereof recorded in Liber 24 of Plats, Oakland County Records.	[380, 79, 554, 301]
notice-body-text: STATE OF MICHIGAN, County of Oakland, ss.—Suit pending before Harry J. Merritt, a Circuit Court Commissioner for said County, wherein Charles Aronoff, plaintiff, vs. Grace Land Company and Mrs. Grace Woods, defendants. Summons issued and returned that defendants cannot be found. It appearing by affidavit that it cannot be ascertained in what state or country the said defendants reside. It is ordered that the said defendants appear at the Court Room of the undersigned, 230 New Royal Oak Savings Bank Building, Royal Oak, Michigan, at nine o'clock a. m. on the TWENTY-FOURTH DAY OF AUGUST, 1929, and defend the complaint filed in this suit. The foregoing suit involves title to: Lot 283 of Prosperity Subdivision of part of Section 13, Town 1 North, Range 10 East, Township of Southfield, Oakland County, Michigan.	[746, 627, 920, 720]
notice-publication-dates	[929, 801, 1104, 808]
notice-case-number: 892	[645, 210, 655, 217]
notice-body-text: MORTGAGE SALE—Default having been made in the terms and conditions of a certain mortgage made by Theodore S. Degenhardt and Anna Degenhardt, his wife, of Ferndale, Oakland County, Michigan, mortgagors, to Lewis K. Ellsworth and Edith G. Ellsworth, of Detroit, Michigan, mortgagees, dated the seventh day of June, A. D. 1927, and recorded in the office of the Register of Deeds for the County of Oakland and State of Michigan, on the fourth day of February, A. D. 1928, in Liber 726 of Mortgages, on page 48, on which mortgage there is claimed to be due at the date of this notice, for principal and interest, the sum of One Thousand Eight Hundred Eighty-one and 32-100 Dollars, and no suit or proceedings at law or in equity having been instituted to recover the debt now remaining secured by said mortgage, or any part thereof. Now, therefore, by virtue of the power of sale contained in said mortgage and pursuant to the statute of the State of Michigan in such case made and provided, notice is hereby given that on WEDNESDAY, THE TWENTY-EIGHTH DAY OF AUGUST, 1929, at twelve o'clock noon, Eastern Standard Time, at the Saginaw Street entrance to the County Building in the City of Pontiac, that being the place where the Circuit Court for the County of Oakland is held, the premises described in said mortgage, or so much thereof as may be necessary to pay the amount so due as aforesaid, with interest thereon at the rate of six per cent (6%) and all legal costs, charges and expenses, including the attorney fees allowed by law. Which said premises are described as follows: All that certain piece or parcel of land situate in the Township of Royal Oak, in the County of Oakland, and State of Michigan, and described as follows, to-wit: Lot 43 Block N of Lenhart Farm Subdivision of west half of section 2, Town 1 North, Range 11 East, Royal Oak Township, Oakland County, Michigan. Plats, page 3.	[14, 571, 188, 771]
notice-publication-dates	[14, 794, 188, 801]
legal-notice	[380, 32, 554, 60]
notice-publication-dates	[746, 340, 920, 347]
notice-body-text: STATE OF MICHIGAN, County of Oakland, ss.—Suit pending before Harry J. Merritt, a Circuit Court Commissioner for said County, between Aviation Land Trust, a common law trust, plaintiff, vs. Francis C. Easton, defendant. Summons issued and returned that defendant cannot be found. It appearing by affidavit that it cannot be ascertained in what state or country the defendant resides. It is ordered that the said defendant appear at the Court Room of the undersigned, 230 New Royal Oak Savings Bank Building, Royal Oak, Michigan, at nine o'clock a. m. on the SIXTH DAY OF SEPTEMBER, 1929, and defend the complaint filed in this suit or judgment will be entered by default, and that this order be served or published as required by statute. The foregoing suit involves title to: Lot 27 Block 'B' Lake Side Subdivision, Bloomfield Township.	[197, 49, 371, 142]
legal-notice	[929, 339, 1104, 462]
notice-last-date-right: *Sept. 26	[165, 547, 188, 554]
notice-signature: Dated: May 31st, 1929. SEARS, ROEBUCK AND CO., a New York Corporation, Assignee of Mortgagee. BRYANT, LINCOLN & MILLER, Attorneys for Assignee, 2379 First National Bank Building, Detroit, Michigan.	[929, 772, 1104, 800]
legal-notice	[563, 346, 737, 483]
notice-signature: Dated: July 18th, 1929. EARL L. PHILLIPS, Circuit Court Commissioner.	[229, 593, 371, 607]
notice-attorney-header: Hatfield, Hall & Wood, Attorneys, 836-39 Dime Bank Bldg.	[380, 821, 528, 829]
notice-signature: Dated: July 19th, 1929. MARGARET MAGEE, Mortgagee. FRED DYE, Attorney for Mortgagee, 2445 Buhl Building, Detroit, Michigan.	[933, 311, 1104, 325]
notice-case-number: 1843	[827, 620, 839, 627]
notice-publication-dates	[563, 780, 737, 787]
notice-publication-dates	[746, 737, 920, 744]
notice-attorney-header: F. Stanley Weeman, Attorney, 1017 Penobscot Bldg., Detroit, Mich.	[929, 341, 1096, 349]
notice-attorney-header: Clark, Klein, Ferris & Cook, Attorneys, 2330 Union Trust Bldg., Detroit, Mich.	[14, 1056, 174, 1071]
notice-attorney-header: Wayne Van Osdol, Attorney, Buhl Building, Detroit, Mich.	[746, 34, 890, 41]
notice-attorney-header: James E. McDevitt, Attorney, 712 Fidelity Trust Bldg., Detroit, Mich.	[563, 348, 735, 356]
notice-body-text: MORTGAGE SALE—Default having been made in the terms and conditions of a certain mortgage made by Elma A. Burke, a single woman, of the City of Detroit, Michigan, to Sarah Benbrook, of the same place, Mortgagee, dated the fifth day of December, A. D. 1924, and recorded in the office of the Register of Deeds for the County of Wayne and State of Michigan, on the 12th day of December, A. D. 1924, in Liber 398 of mortgages, on page 452, on which mortgage there is claimed to be due, at the date of this notice, for principal and interest, the sum of Two Thousand Six Hundred Eighty-four Dollars and Eighty (2,684.80) Cents. No suit or proceedings at law or in equity having been instituted to recover the debt secured by said mortgage or any part thereof. Now, therefore, by virtue of the power of sale contained in said mortgage and pursuant to the statute of the State of Michigan, in such case made and provided, notice is hereby given that on THURSDAY, THE FIFTH DAY OF SEPTEMBER, A. D. 1929, at twelve o'clock noon (Eastern Standard Time), said mortgage will be foreclosed by a sale at public auction, to the highest bidder, at the entrance to the County Building in the City of Pontiac, Oakland County, Michigan, of the premises described in said mortgage, or so much thereof as may be necessary to pay the amount due, as aforesaid, on said mortgage, with interest thereon at six per cent (6%), and all legal costs, charges and expenses, including the attorney fees allowed by law. Which said premises are described as follows: All that certain piece or parcel of land situate in the Village of Ferndale, in the County of Oakland, and State of Michigan, and described as follows, to-wit: Lot numbered one hundred and two (102) of Ferndale Heights Subdivision of part of section 35, Town 1 North, Range 11 East, according to the plat thereof recorded in Liber 30 of plats on page 9.	[14, 317, 188, 517]
